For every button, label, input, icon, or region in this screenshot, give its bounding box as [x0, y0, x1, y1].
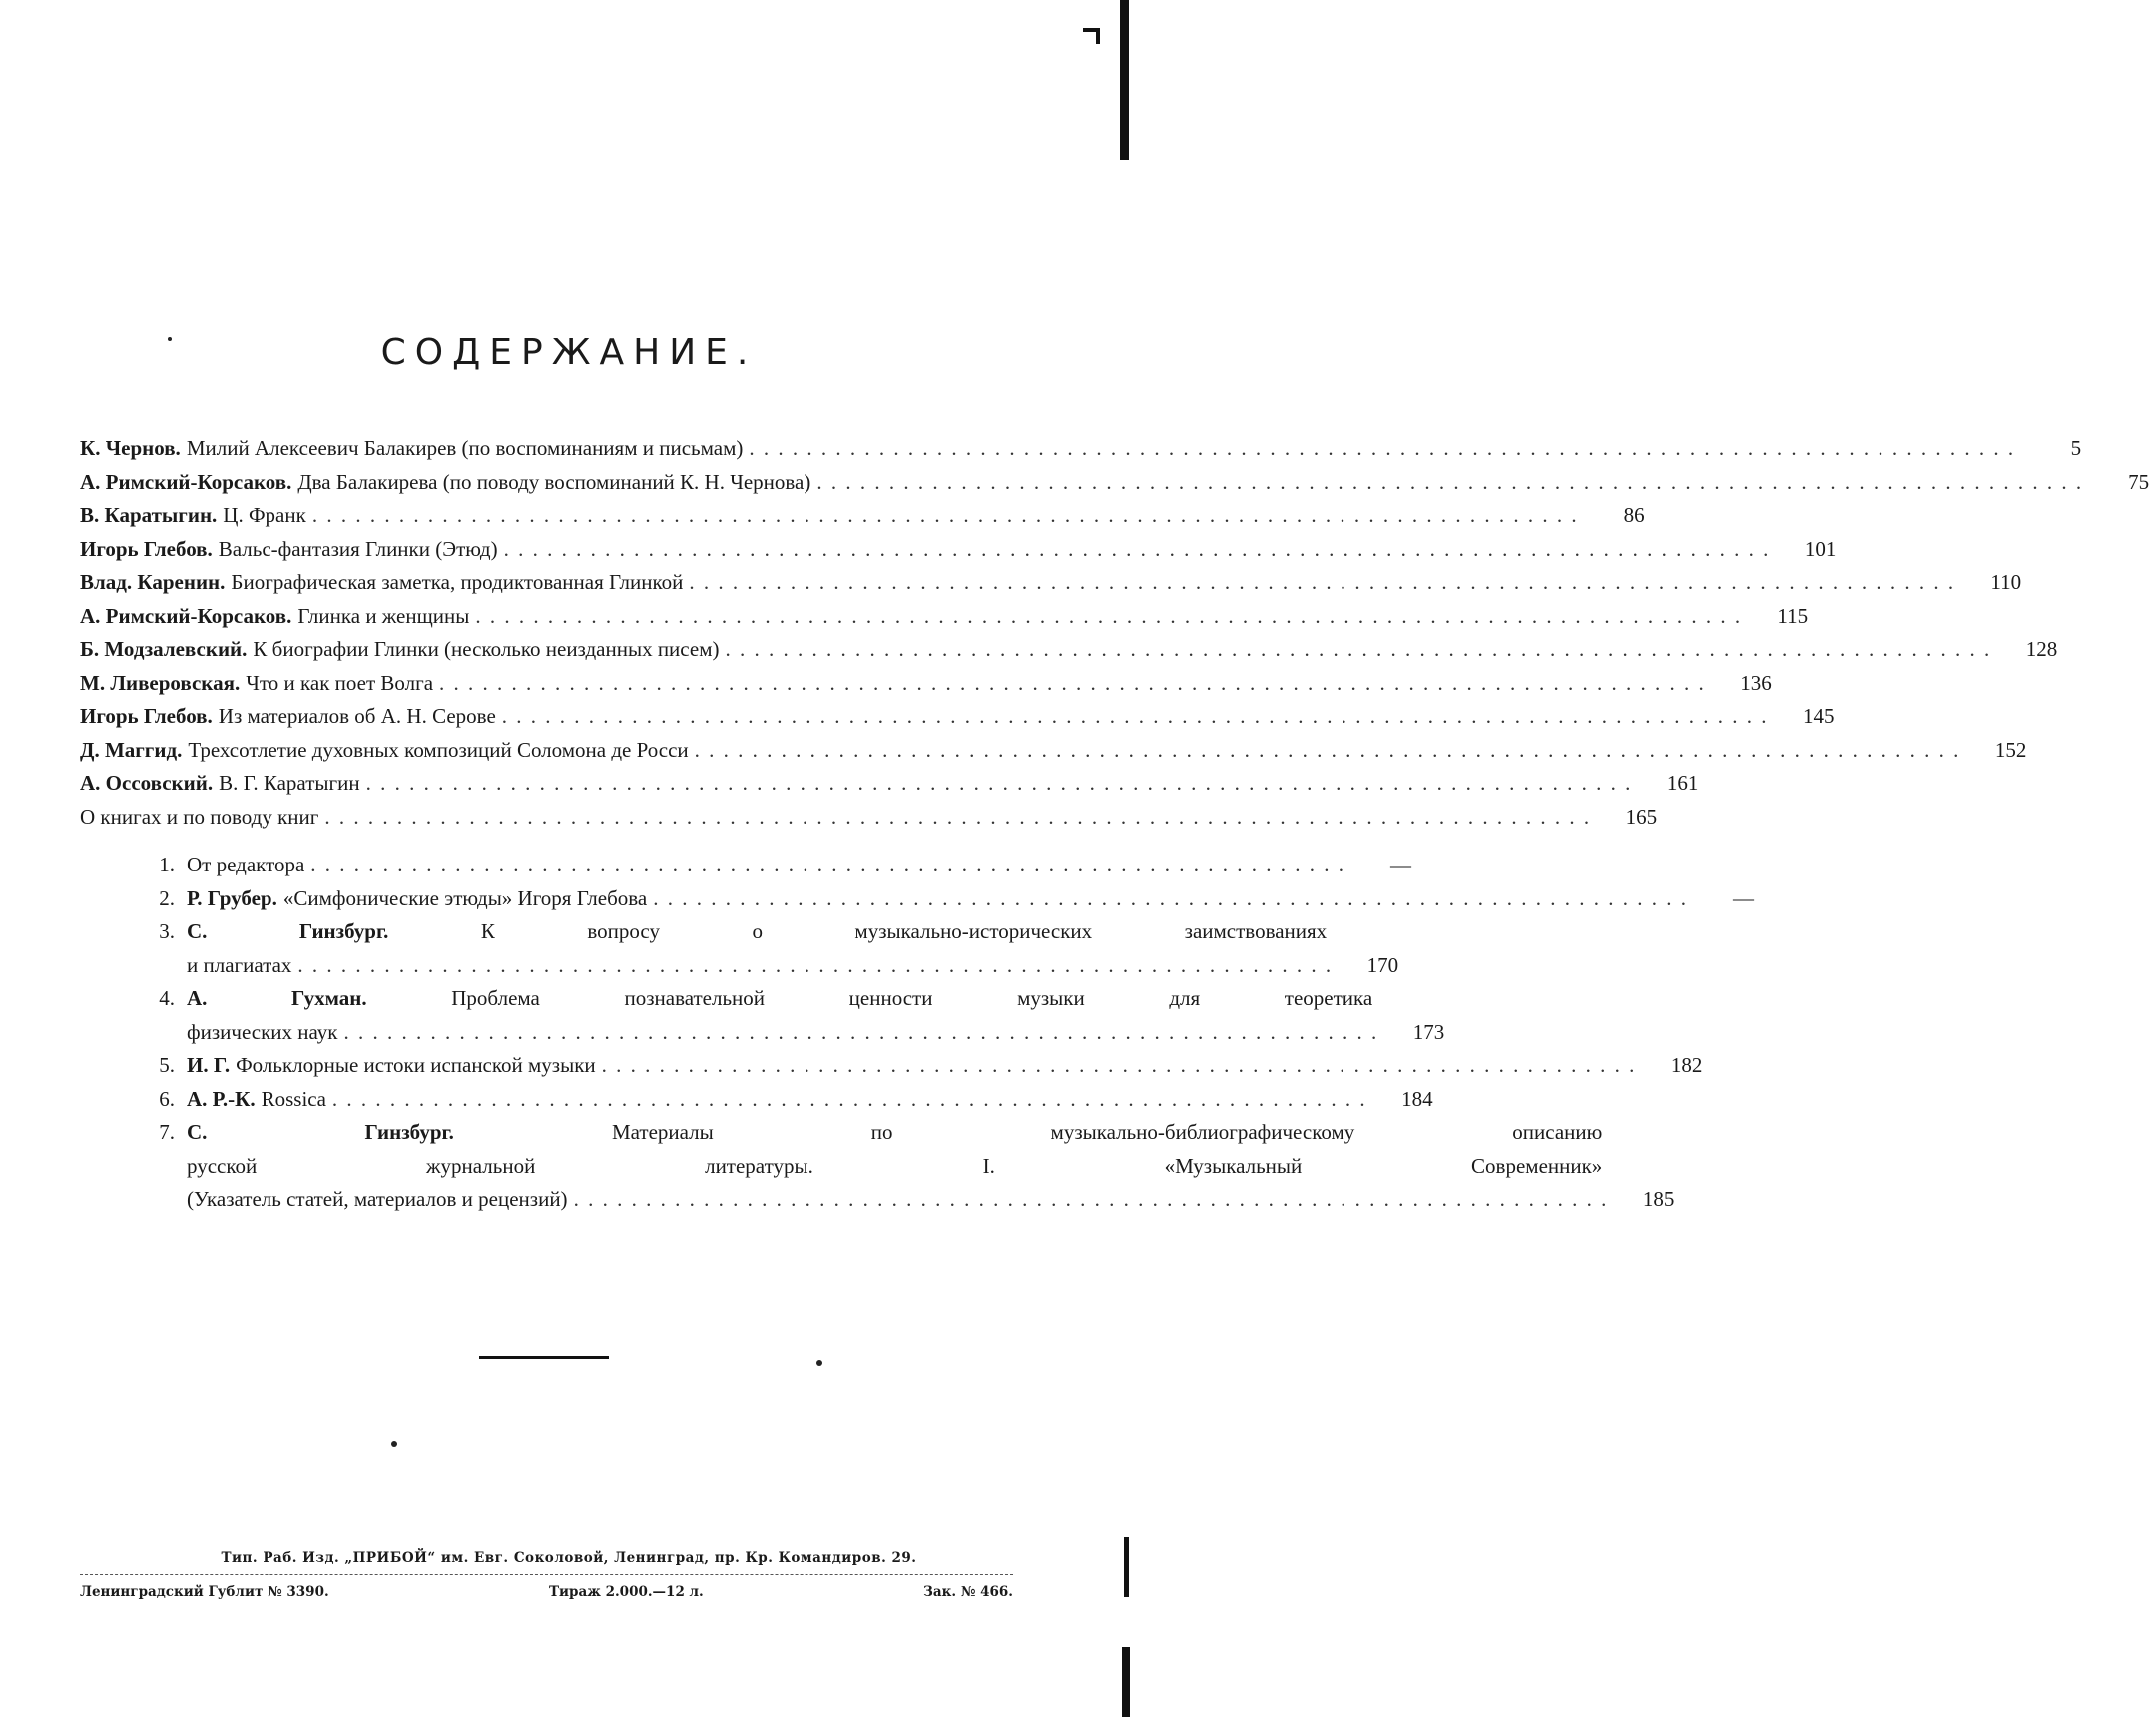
sub-entry-title: Фольклорные истоки испанской музыки: [236, 1053, 596, 1077]
sub-entry: [145, 1083, 1433, 1117]
sub-entry-number: 2.: [159, 885, 175, 910]
entry-title: Два Балакирева (по поводу воспоминаний К. Н. Чернова): [297, 469, 811, 494]
sub-entry-author: А. Гухман.: [187, 986, 367, 1010]
sub-contents: [145, 849, 1754, 1217]
entry-page-number: 5: [2070, 436, 2082, 460]
entry-author: Игорь Глебов.: [80, 704, 213, 728]
entry-page-number: 110: [1990, 570, 2022, 594]
sub-entry-title: Проблема познавательной ценности музыки для теоретика: [451, 986, 1373, 1010]
order-number: Зак. № 466.: [923, 1584, 1013, 1600]
sub-entry-author: С. Гинзбург.: [187, 919, 389, 943]
sub-entry-number: 4.: [159, 986, 175, 1010]
toc-entry: [80, 600, 1809, 634]
entry-page-number: 75: [2128, 469, 2149, 494]
entry-title: Глинка и женщины: [297, 603, 470, 628]
toc-entry: [80, 667, 1772, 701]
dot-leader: [324, 801, 1591, 835]
entry-page-number: 128: [2025, 637, 2058, 661]
entry-page-number: 161: [1666, 771, 1699, 795]
entry-author: Б. Модзалевский.: [80, 637, 248, 661]
sub-entry-title: От редактора: [187, 853, 305, 876]
entry-page-number: 145: [1803, 704, 1835, 728]
entry-title: Вальс-фантазия Глинки (Этюд): [218, 536, 498, 561]
sub-entry-author: Р. Грубер.: [187, 885, 277, 910]
entry-page-number: 115: [1777, 603, 1809, 628]
sub-entry-number: 5.: [159, 1053, 175, 1077]
dot-leader: [310, 849, 1345, 882]
sub-entry-number: 6.: [159, 1086, 175, 1111]
entry-author: В. Каратыгин.: [80, 503, 218, 527]
entry-title: Милий Алексеевич Балакирев (по воспоминаниям и письмам): [186, 436, 744, 460]
sub-entry-title: и плагиатах: [187, 952, 292, 977]
sub-entry-author: С. Гинзбург.: [187, 1120, 454, 1144]
sub-entry-number: 1.: [159, 853, 175, 876]
entry-title: Трехсотлетие духовных композиций Соломона де Росси: [188, 737, 689, 762]
entry-author: А. Римский-Корсаков.: [80, 603, 292, 628]
sub-entry: [145, 849, 1412, 882]
sub-entry-author: И. Г.: [187, 1053, 231, 1077]
dot-leader: [816, 466, 2083, 500]
entry-page-number: 136: [1740, 670, 1772, 695]
sub-entry-page-number: 185: [1642, 1187, 1675, 1211]
sub-entry-title: Материалы по музыкально-библиографическому описанию: [611, 1120, 1603, 1144]
scan-speck: [391, 1441, 397, 1447]
entry-author: К. Чернов.: [80, 436, 181, 460]
dot-leader: [297, 949, 1333, 983]
entry-author: А. Римский-Корсаков.: [80, 469, 292, 494]
dot-leader: [574, 1183, 1609, 1217]
scan-corner-mark: [1096, 28, 1100, 44]
sub-entry-page-number: 173: [1412, 1019, 1445, 1044]
entry-page-number: 101: [1804, 536, 1837, 561]
entry-author: Игорь Глебов.: [80, 536, 213, 561]
sub-entry: [145, 982, 1445, 1049]
toc-entry: [80, 566, 2022, 600]
sub-entry-title: К вопросу о музыкально-исторических заимствованиях: [480, 919, 1328, 943]
dot-leader: [689, 566, 1955, 600]
sub-entry-page-number: —: [1390, 853, 1412, 876]
dot-leader: [504, 533, 1771, 567]
entry-title: Биографическая заметка, продиктованная Глинкой: [231, 570, 684, 594]
table-of-contents: [80, 432, 2149, 834]
sub-entry: [145, 882, 1754, 916]
publication-footer: [80, 1584, 1013, 1600]
entry-page-number: 165: [1625, 804, 1658, 829]
entry-page-number: 152: [1994, 737, 2027, 762]
sub-entry-number: 3.: [159, 919, 175, 943]
sub-entry-author: А. Р.-К.: [187, 1086, 256, 1111]
printer-imprint: Тип. Раб. Изд. „ПРИБОЙ“ им. Евг. Соколовой, Ленинград, пр. Кр. Командиров. 29.: [221, 1550, 917, 1566]
sub-entry: [145, 1049, 1703, 1083]
toc-entry: [80, 466, 2149, 500]
entry-title: К биографии Глинки (несколько неизданных писем): [253, 637, 720, 661]
dot-leader: [366, 767, 1633, 801]
toc-entry: [80, 801, 1658, 835]
entry-title: Что и как поет Волга: [246, 670, 434, 695]
sub-entry-title: «Симфонические этюды» Игоря Глебова: [282, 885, 648, 910]
toc-entry: [80, 700, 1835, 734]
toc-entry: [80, 432, 2082, 466]
toc-entry: [80, 633, 2058, 667]
scan-edge-mark: [1120, 0, 1129, 160]
scan-speck: [168, 337, 172, 341]
entry-page-number: 86: [1623, 503, 1645, 527]
scan-edge-mark: [1124, 1537, 1129, 1597]
print-run: Тираж 2.000.—12 л.: [549, 1584, 704, 1600]
sub-entry-title: (Указатель статей, материалов и рецензий): [187, 1187, 568, 1211]
sub-entry: [145, 1116, 1675, 1217]
entry-author: Влад. Каренин.: [80, 570, 226, 594]
section-divider: [479, 1356, 609, 1359]
sub-entry-title: физических наук: [187, 1019, 338, 1044]
sub-entry-page-number: —: [1732, 885, 1754, 910]
entry-author: М. Ливеровская.: [80, 670, 241, 695]
scan-edge-mark: [1122, 1647, 1130, 1717]
toc-entry: [80, 734, 2027, 768]
toc-entry: [80, 499, 1645, 533]
censor-license: Ленинградский Гублит № 3390.: [80, 1584, 329, 1600]
dot-leader: [653, 882, 1688, 916]
toc-entry: [80, 767, 1699, 801]
sub-entry-title: русской журнальной литературы. I. «Музыкальный Современник»: [187, 1153, 1603, 1178]
sub-entry: [145, 915, 1399, 982]
sub-entry-page-number: 170: [1366, 952, 1399, 977]
dot-leader: [602, 1049, 1637, 1083]
dot-leader: [344, 1016, 1379, 1050]
toc-entry: [80, 533, 1837, 567]
dot-leader: [749, 432, 2015, 466]
dot-leader: [695, 734, 1961, 768]
dot-leader: [312, 499, 1579, 533]
sub-entry-page-number: 182: [1670, 1053, 1703, 1077]
entry-title: В. Г. Каратыгин: [219, 771, 360, 795]
dot-leader: [502, 700, 1769, 734]
entry-title: Ц. Франк: [223, 503, 306, 527]
dot-leader: [332, 1083, 1367, 1117]
dot-leader: [475, 600, 1742, 634]
dot-leader: [725, 633, 1991, 667]
entry-author: А. Оссовский.: [80, 771, 214, 795]
entry-title: Из материалов об А. Н. Серове: [218, 704, 496, 728]
sub-entry-title: Rossica: [261, 1086, 326, 1111]
imprint-divider: [80, 1574, 1013, 1576]
entry-author: Д. Маггид.: [80, 737, 183, 762]
dot-leader: [439, 667, 1706, 701]
entry-title: О книгах и по поводу книг: [80, 804, 319, 829]
sub-entry-number: 7.: [159, 1120, 175, 1144]
scan-speck: [816, 1360, 822, 1366]
page-title: СОДЕРЖАНИЕ.: [380, 332, 758, 373]
sub-entry-page-number: 184: [1401, 1086, 1433, 1111]
